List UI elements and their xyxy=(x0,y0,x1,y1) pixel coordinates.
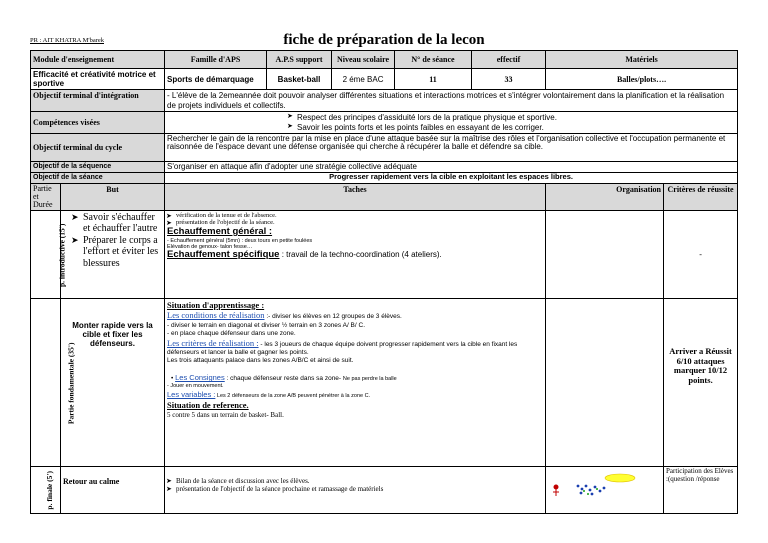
objectif-cycle-label: Objectif terminal du cycle xyxy=(31,133,165,161)
players-diagram-icon xyxy=(548,468,663,510)
variables-text: Les 2 défenseurs de la zone A/B peuvent pénétrer à la zone C. xyxy=(215,393,371,400)
aps-value: Basket-ball xyxy=(267,69,332,90)
seance-label: N° de séance xyxy=(395,51,472,69)
reference-text: 5 contre 5 dans un terrain de basket- Ball. xyxy=(167,410,284,419)
partie-introductive-label: p. introductive (15') xyxy=(57,223,67,287)
preparation-sheet xyxy=(30,50,738,514)
but-item: ➤ Préparer le corps a l'effort et éviter les blessures xyxy=(83,235,162,270)
consignes-line: - Jouer en mouvement. xyxy=(167,383,224,390)
famille-label: Famille d'APS xyxy=(165,51,267,69)
echauffement-general-line: - Echauffement général (5mn) : deux tours en petite foulées xyxy=(167,237,313,244)
players-group-icon xyxy=(577,484,606,495)
echauffement-specifique-heading: Echauffement spécifique xyxy=(167,249,280,261)
niveau-value: 2 éme BAC xyxy=(332,69,395,90)
competences-label: Compétences visées xyxy=(31,112,165,133)
variables-label: Les variables : xyxy=(167,390,216,400)
partie-fondamentale xyxy=(31,298,76,466)
conditions-text: :- diviser les élèves en 12 groupes de 3 élèves. xyxy=(264,313,402,321)
reference-heading: Situation de reference. xyxy=(167,400,249,411)
partie-finale-label: p. finale (5') xyxy=(44,471,54,510)
partie-fondamentale-label: Partie fondamentale (35') xyxy=(66,342,76,424)
but-fondamentale: Monter rapide vers la cible et fixer les défenseurs. xyxy=(61,298,165,466)
criteres-column-header: Critères de réussite xyxy=(664,183,738,210)
conditions-line: - en place chaque défenseur dans une zone. xyxy=(167,329,296,337)
aps-label: A.P.S support xyxy=(267,51,332,69)
objectif-terminal-text: - L'élève de la 2emeannée doit pouvoir analyser différentes situations et interactions motrices et s'intégrer volontairement dans la planification et la réalisation de projets individuels et collectifs. xyxy=(165,90,738,112)
ball-icon xyxy=(605,474,635,482)
organisation-finale xyxy=(546,466,664,513)
niveau-label: Niveau scolaire xyxy=(332,51,395,69)
consignes-small: Ne pas perdre la balle xyxy=(342,376,397,383)
partie-column-header: Partie et Durée xyxy=(31,183,61,210)
critere-finale: Participation des Elèves :(question /réponse xyxy=(664,466,738,513)
task-item: ➤ Bilan de la séance et discussion avec les élèves. xyxy=(176,477,543,485)
criteres-line: Les trois attaquants palace dans les zones A/B/C et ainsi de suit. xyxy=(167,357,354,365)
organisation-fondamentale xyxy=(546,298,664,466)
objectif-seance-label: Objectif de la séance xyxy=(31,172,165,183)
organisation-column-header: Organisation xyxy=(546,183,664,210)
echauffement-general-heading: Echauffement général : xyxy=(167,225,273,237)
but-introductive xyxy=(61,210,165,298)
but-column-header: But xyxy=(61,183,165,210)
author-name: PR : AIT KHATRA M'barek xyxy=(30,37,104,44)
situation-heading: Situation d'apprentissage : xyxy=(167,299,265,310)
page-title: fiche de préparation de la lecon xyxy=(283,32,485,48)
conditions-line: - diviser le terrain en diagonal et diviser ½ terrain en 3 zones A/ B/ C. xyxy=(167,321,366,329)
materiels-label: Matériels xyxy=(546,51,738,69)
organisation-introductive xyxy=(546,210,664,298)
competence-item: ➤ Respect des principes d'assiduité lors de la pratique physique et sportive. xyxy=(297,113,735,122)
task-item: ➤ présentation de l'objectif de la séance prochaine et ramassage de matériels xyxy=(176,485,543,493)
echauffement-specifique-text: : travail de la techno-coordination (4 ateliers). xyxy=(279,250,442,260)
objectif-cycle-text: Rechercher le gain de la rencontre par la mise en place d'une attaque basée sur la maîtrise des rôles et l'organisation collective et l'occupation permanente et raisonnée de l'espace devant une défense organisée qui cherche à récupérer la balle et défendre sa cible. xyxy=(165,133,738,161)
competences-list xyxy=(165,112,738,133)
objectif-sequence-label: Objectif de la séquence xyxy=(31,161,165,172)
critere-introductive: - xyxy=(664,210,738,298)
task-item: ➤ vérification de la tenue et de l'absence. xyxy=(176,212,543,219)
objectif-seance-text: Progresser rapidement vers la cible en exploitant les espaces libres. xyxy=(165,172,738,183)
criteres-label: Les critères de réalisation : xyxy=(167,337,259,348)
conditions-label: Les conditions de réalisation xyxy=(167,310,265,321)
critere-fondamentale: Arriver a Réussit 6/10 attaques marquer 10/12 points. xyxy=(664,298,738,466)
effectif-value: 33 xyxy=(472,69,546,90)
taches-introductive xyxy=(165,210,546,298)
consignes-label: Les Consignes xyxy=(175,373,225,383)
consignes-text: : chaque défenseur reste dans sa zone- xyxy=(224,375,343,383)
materiels-value: Balles/plots…. xyxy=(546,69,738,90)
taches-column-header: Taches xyxy=(165,183,546,210)
objectif-terminal-label: Objectif terminal d'intégration xyxy=(31,90,165,112)
objectif-sequence-text: S'organiser en attaque afin d'adopter une stratégie collective adéquate xyxy=(165,161,738,172)
player-icon xyxy=(553,485,559,496)
famille-value: Sports de démarquage xyxy=(165,69,267,90)
taches-finale xyxy=(165,466,546,513)
effectif-label: effectif xyxy=(472,51,546,69)
echauffement-general-line: Elévation de genoux- talon fesse… xyxy=(167,244,253,251)
but-finale: Retour au calme xyxy=(61,466,165,513)
taches-fondamentale: Situation d'apprentissage : Les conditions de réalisation :- diviser les élèves en 12 groupes de 3 élèves. - diviser le terrain en diagonal et diviser ½ terrain en 3 zones A/ B/ C. - en place chaque défenseur dans une zone. Les critères de réalisation : - les 3 joueurs de chaque équipe doivent progresser rapidement vers la cible en fixant les défenseurs et lancer la balle et gagner les points. Les trois attaquants palace dans les zones A/B/C et ainsi de suit. • Les Consignes : chaque défenseur reste dans sa zone- Ne pas perdre la balle - Jouer en mouvement. Les variables : Les 2 défenseurs de la zone A/B peuvent pénétrer à la zone C. Situation de reference. 5 contre 5 dans un terrain de basket- Ball. xyxy=(165,298,546,466)
module-value: Efficacité et créativité motrice et sportive xyxy=(31,69,165,90)
criteres-text: - les 3 joueurs de chaque équipe doivent progresser rapidement vers la cible en fixant les défenseurs et lancer la balle et gagner les points. xyxy=(167,340,518,356)
partie-introductive xyxy=(31,210,67,298)
task-item: ➤ présentation de l'objectif de la séance. xyxy=(176,219,543,226)
competence-item: ➤ Savoir les points forts et les points faibles en essayant de les corriger. xyxy=(297,123,735,132)
seance-value: 11 xyxy=(395,69,472,90)
but-item: ➤ Savoir s'échauffer et échauffer l'autre xyxy=(83,212,162,235)
partie-finale xyxy=(31,466,61,513)
module-label: Module d'enseignement xyxy=(31,51,165,69)
